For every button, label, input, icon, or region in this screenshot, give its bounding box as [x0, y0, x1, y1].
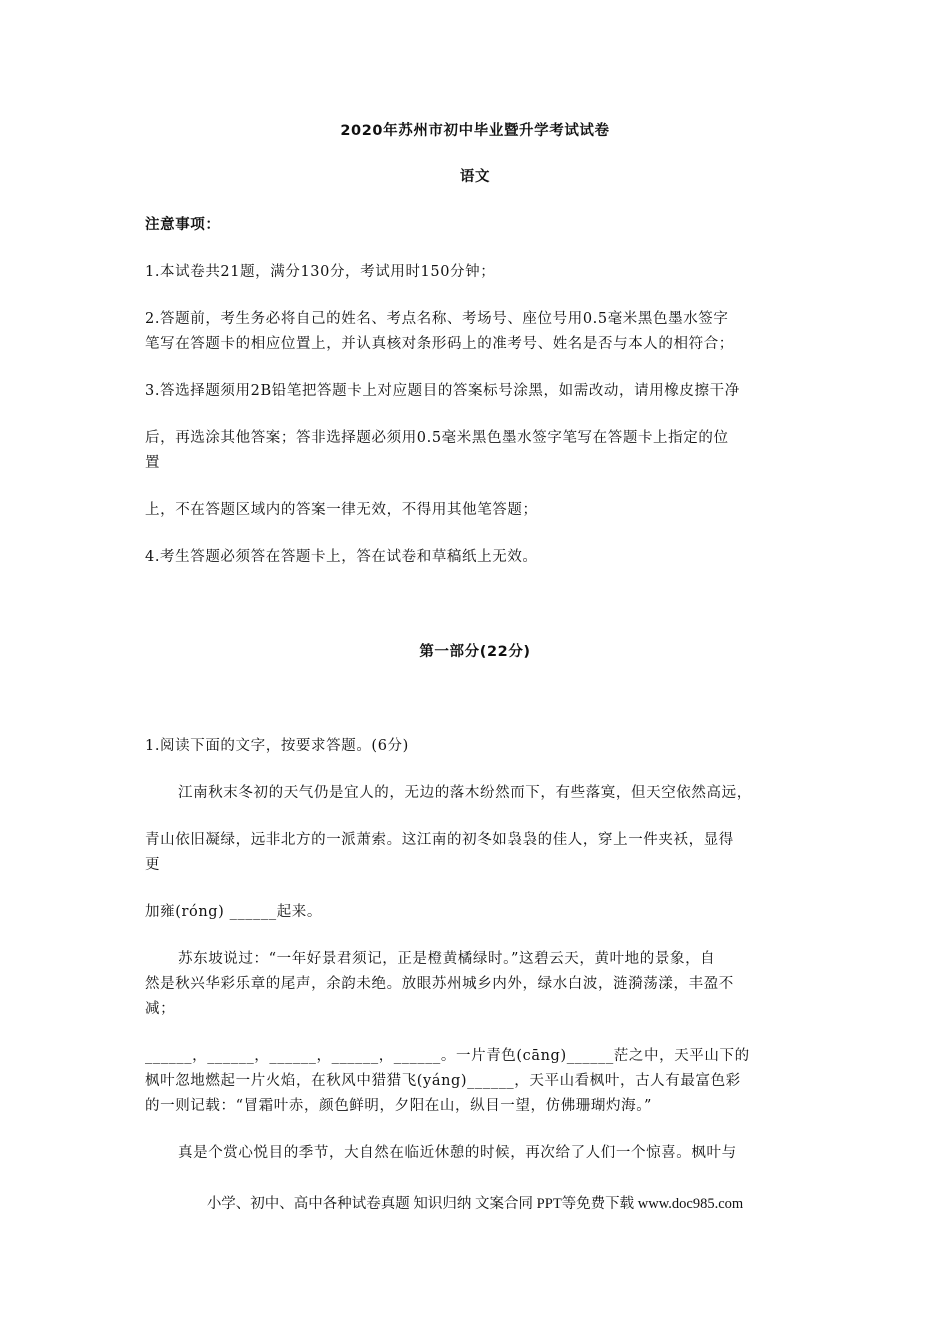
passage-p2-line-3: 减； — [145, 1001, 176, 1017]
passage-p3-line-1: ______，______，______，______，______。一片青色(cāng)______茫之中，天平山下的 — [145, 1048, 750, 1064]
notice-heading: 注意事项： — [145, 217, 221, 233]
exam-title: 2020年苏州市初中毕业暨升学考试试卷 — [340, 123, 610, 139]
notice-item-2-line-2: 笔写在答题卡的相应位置上，并认真核对条形码上的准考号、姓名是否与本人的相符合； — [145, 336, 734, 352]
notice-item-3-line-2: 后，再选涂其他答案；答非选择题必须用0.5毫米黑色墨水签字笔写在答题卡上指定的位 — [145, 430, 729, 446]
passage-p1-line-4: 加雍(róng) ______起来。 — [145, 904, 323, 920]
notice-item-3-line-4: 上，不在答题区域内的答案一律无效，不得用其他笔答题； — [145, 502, 538, 518]
notice-item-4: 4.考生答题必须答在答题卡上，答在试卷和草稿纸上无效。 — [145, 549, 538, 565]
passage-p1-line-3: 更 — [145, 857, 161, 873]
notice-item-3-line-1: 3.答选择题须用2B铅笔把答题卡上对应题目的答案标号涂黑，如需改动，请用橡皮擦干净 — [145, 383, 740, 399]
passage-p3-line-3: 的一则记载：“冒霜叶赤，颜色鲜明，夕阳在山，纵目一望，仿佛珊瑚灼海。” — [145, 1098, 653, 1114]
part-1-heading: 第一部分(22分) — [419, 644, 531, 660]
notice-item-3-line-3: 置 — [145, 455, 161, 471]
page-footer: 小学、初中、高中各种试卷真题 知识归纳 文案合同 PPT等免费下载 www.doc985.com — [206, 1196, 744, 1212]
passage-p2-line-2: 然是秋兴华彩乐章的尾声，余韵未绝。放眼苏州城乡内外，绿水白波，涟漪荡漾，丰盈不 — [145, 976, 734, 992]
subject-title: 语文 — [459, 169, 491, 185]
notice-item-1: 1.本试卷共21题，满分130分，考试用时150分钟； — [145, 264, 496, 280]
passage-p1-line-2: 青山依旧凝绿，远非北方的一派萧索。这江南的初冬如袅袅的佳人，穿上一件夹袄，显得 — [145, 832, 734, 848]
notice-item-2-line-1: 2.答题前，考生务必将自己的姓名、考点名称、考场号、座位号用0.5毫米黑色墨水签字 — [145, 311, 729, 327]
passage-p2-line-1: 苏东坡说过：“一年好景君须记，正是橙黄橘绿时。”这碧云天，黄叶地的景象，自 — [178, 951, 716, 967]
passage-p1-line-1: 江南秋末冬初的天气仍是宜人的，无边的落木纷然而下，有些落寞，但天空依然高远， — [178, 785, 752, 801]
passage-p3-line-2: 枫叶忽地燃起一片火焰，在秋风中猎猎飞(yáng)______，天平山看枫叶，古人有最富色彩 — [145, 1073, 741, 1089]
question-1-prompt: 1.阅读下面的文字，按要求答题。(6分) — [145, 738, 409, 754]
passage-p4-line-1: 真是个赏心悦目的季节，大自然在临近休憩的时候，再次给了人们一个惊喜。枫叶与 — [178, 1145, 737, 1161]
